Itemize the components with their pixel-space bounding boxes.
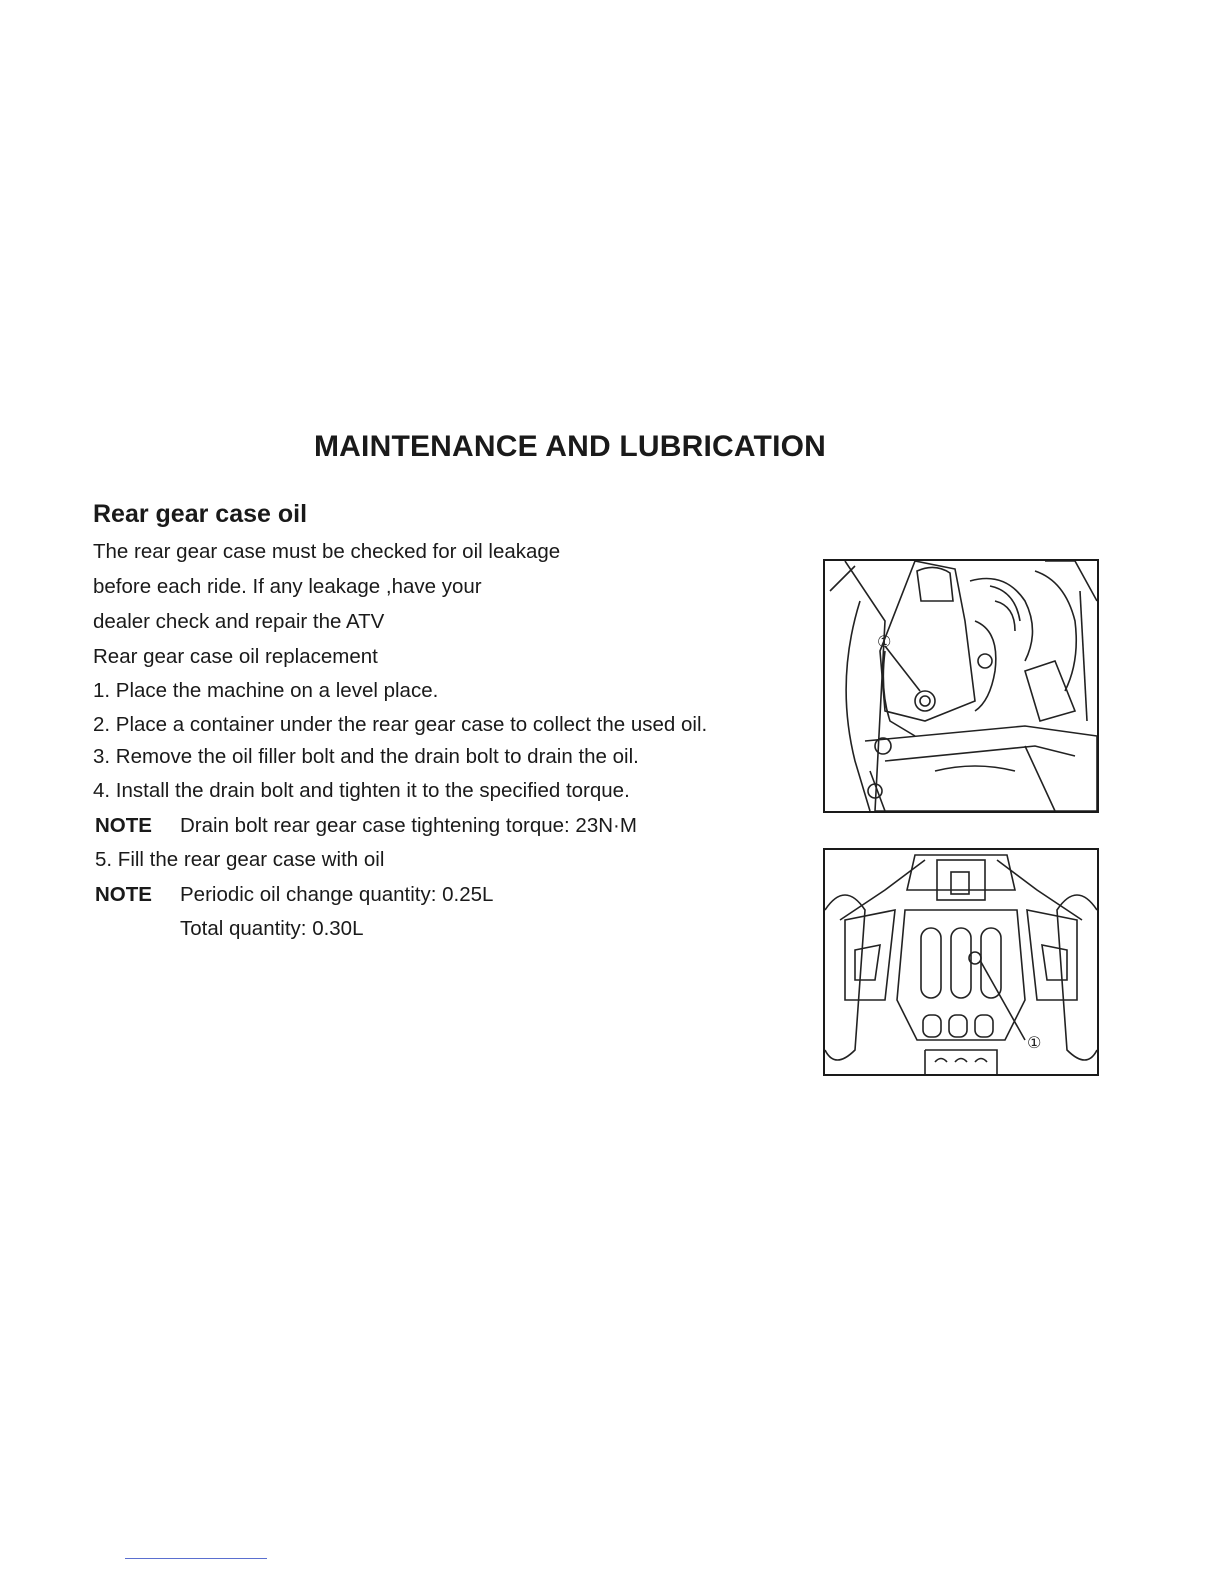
body-line-2: before each ride. If any leakage ,have your <box>93 575 482 598</box>
note-text-periodic-quantity: Periodic oil change quantity: 0.25L <box>180 883 494 906</box>
section-heading: Rear gear case oil <box>93 500 308 528</box>
step-1: 1. Place the machine on a level place. <box>93 679 439 702</box>
note-text-total-quantity: Total quantity: 0.30L <box>180 917 364 940</box>
body-line-3: dealer check and repair the ATV <box>93 610 385 633</box>
body-line-4: Rear gear case oil replacement <box>93 645 378 668</box>
footer-rule <box>125 1558 267 1559</box>
callout-number-1: ① <box>877 632 892 651</box>
page-title: MAINTENANCE AND LUBRICATION <box>313 430 827 463</box>
body-line-1: The rear gear case must be checked for oil leakage <box>93 540 561 563</box>
figure-gear-case-underside <box>823 848 1099 1076</box>
note-label-quantity: NOTE <box>95 883 152 906</box>
step-5: 5. Fill the rear gear case with oil <box>95 848 385 871</box>
callout-number-1: ① <box>1027 1033 1042 1052</box>
gear-case-underside-drawing <box>825 850 1097 1074</box>
step-2: 2. Place a container under the rear gear case to collect the used oil. <box>93 713 708 736</box>
figure-gear-case-side <box>823 559 1099 813</box>
step-3: 3. Remove the oil filler bolt and the drain bolt to drain the oil. <box>93 745 639 768</box>
gear-case-side-drawing <box>825 561 1097 811</box>
note-text-torque: Drain bolt rear gear case tightening torque: 23N·M <box>180 814 637 837</box>
step-4: 4. Install the drain bolt and tighten it to the specified torque. <box>93 779 630 802</box>
note-label-torque: NOTE <box>95 814 152 837</box>
